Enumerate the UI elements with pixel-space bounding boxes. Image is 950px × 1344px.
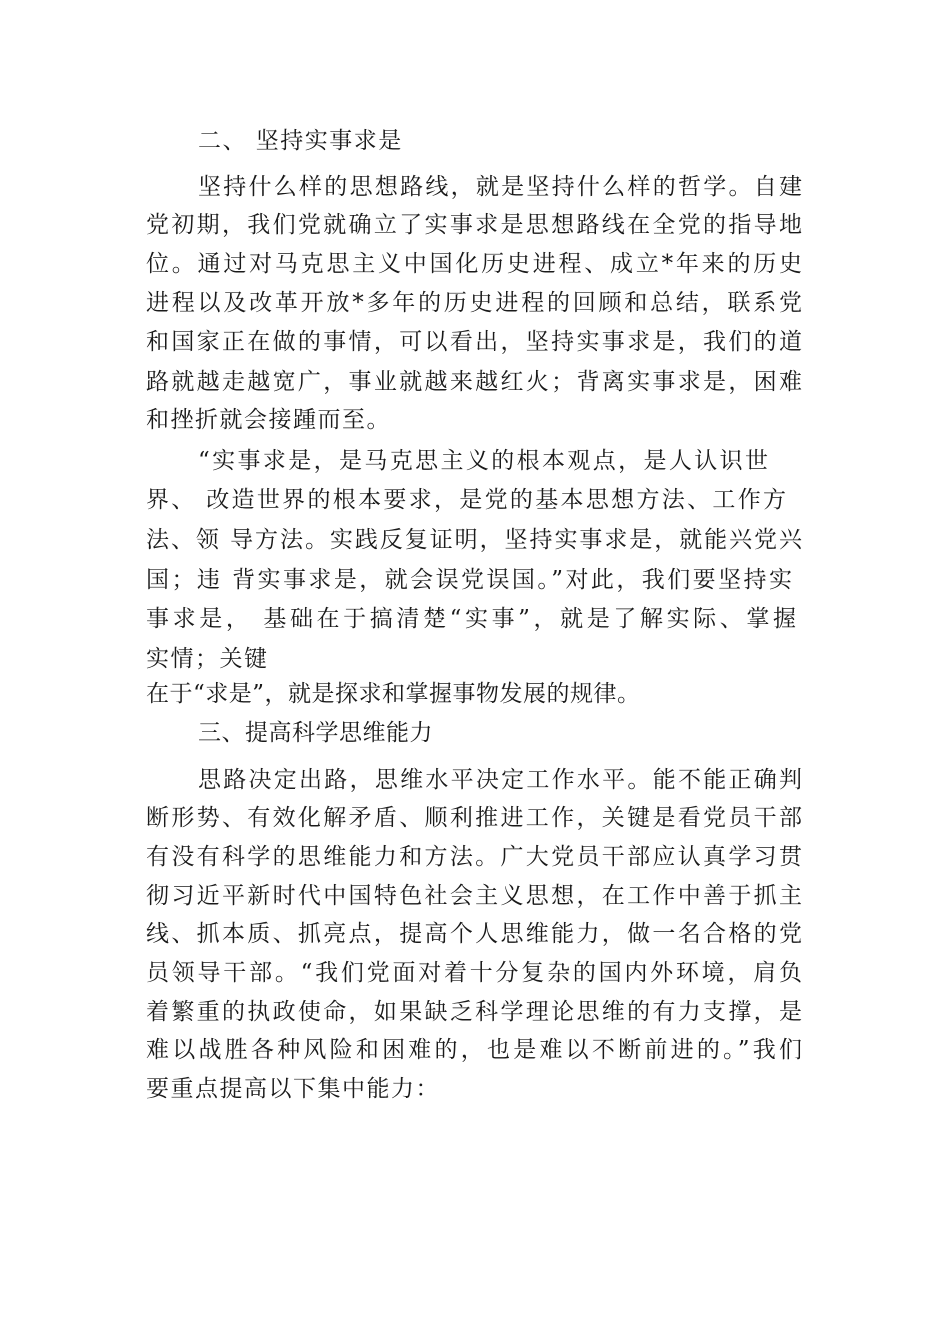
paragraph-3-line-2: 断形势、有效化解矛盾、顺利推进工作，关键是看党员干部	[146, 805, 802, 831]
paragraph-3-line-1: 思路决定出路，思维水平决定工作水平。能不能正确判	[198, 767, 802, 793]
paragraph-3-line-9: 要重点提高以下集中能力：	[146, 1076, 440, 1102]
paragraph-3-line-3: 有没有科学的思维能力和方法。广大党员干部应认真学习贯	[146, 844, 802, 870]
paragraph-1-line-7: 和挫折就会接踵而至。	[146, 407, 391, 433]
section-heading-3: 三、提高科学思维能力	[198, 720, 433, 746]
paragraph-1-line-1: 坚持什么样的思想路线，就是坚持什么样的哲学。自建	[198, 174, 802, 200]
paragraph-1-line-5: 和国家正在做的事情，可以看出，坚持实事求是，我们的道	[146, 329, 802, 355]
paragraph-1-line-3: 位。通过对马克思主义中国化历史进程、成立*年来的历史	[146, 251, 802, 277]
paragraph-3-line-6: 员领导干部。“我们党面对着十分复杂的国内外环境，肩负	[146, 960, 802, 986]
paragraph-1-line-2: 党初期，我们党就确立了实事求是思想路线在全党的指导地	[146, 212, 802, 238]
paragraph-1-line-4: 进程以及改革开放*多年的历史进程的回顾和总结，联系党	[146, 290, 802, 316]
paragraph-3-line-7: 着繁重的执政使命，如果缺乏科学理论思维的有力支撑，是	[146, 999, 802, 1025]
paragraph-1-line-6: 路就越走越宽广，事业就越来越红火；背离实事求是，困难	[146, 369, 802, 395]
paragraph-2-line-3: 法、领 导方法。实践反复证明，坚持实事求是，就能兴党兴	[146, 527, 802, 553]
paragraph-2-line-4: 国；违 背实事求是，就会误党误国。”对此，我们要坚持实	[146, 567, 792, 593]
section-heading-2: 二、 坚持实事求是	[198, 128, 403, 154]
paragraph-2-line-5: 事求是， 基础在于搞清楚“实事”，就是了解实际、掌握	[146, 606, 796, 632]
paragraph-2-line-6: 实情；关键	[146, 646, 269, 672]
paragraph-2-line-1: “实事求是，是马克思主义的根本观点，是人认识世	[198, 448, 768, 474]
paragraph-2-line-2: 界、 改造世界的根本要求，是党的基本思想方法、工作方	[146, 487, 786, 513]
paragraph-3-line-8: 难以战胜各种风险和困难的，也是难以不断前进的。”我们	[146, 1037, 802, 1063]
paragraph-3-line-4: 彻习近平新时代中国特色社会主义思想，在工作中善于抓主	[146, 883, 802, 909]
paragraph-3-line-5: 线、抓本质、抓亮点，提高个人思维能力，做一名合格的党	[146, 921, 802, 947]
paragraph-2-line-7: 在于“求是”，就是探求和掌握事物发展的规律。	[146, 681, 641, 707]
